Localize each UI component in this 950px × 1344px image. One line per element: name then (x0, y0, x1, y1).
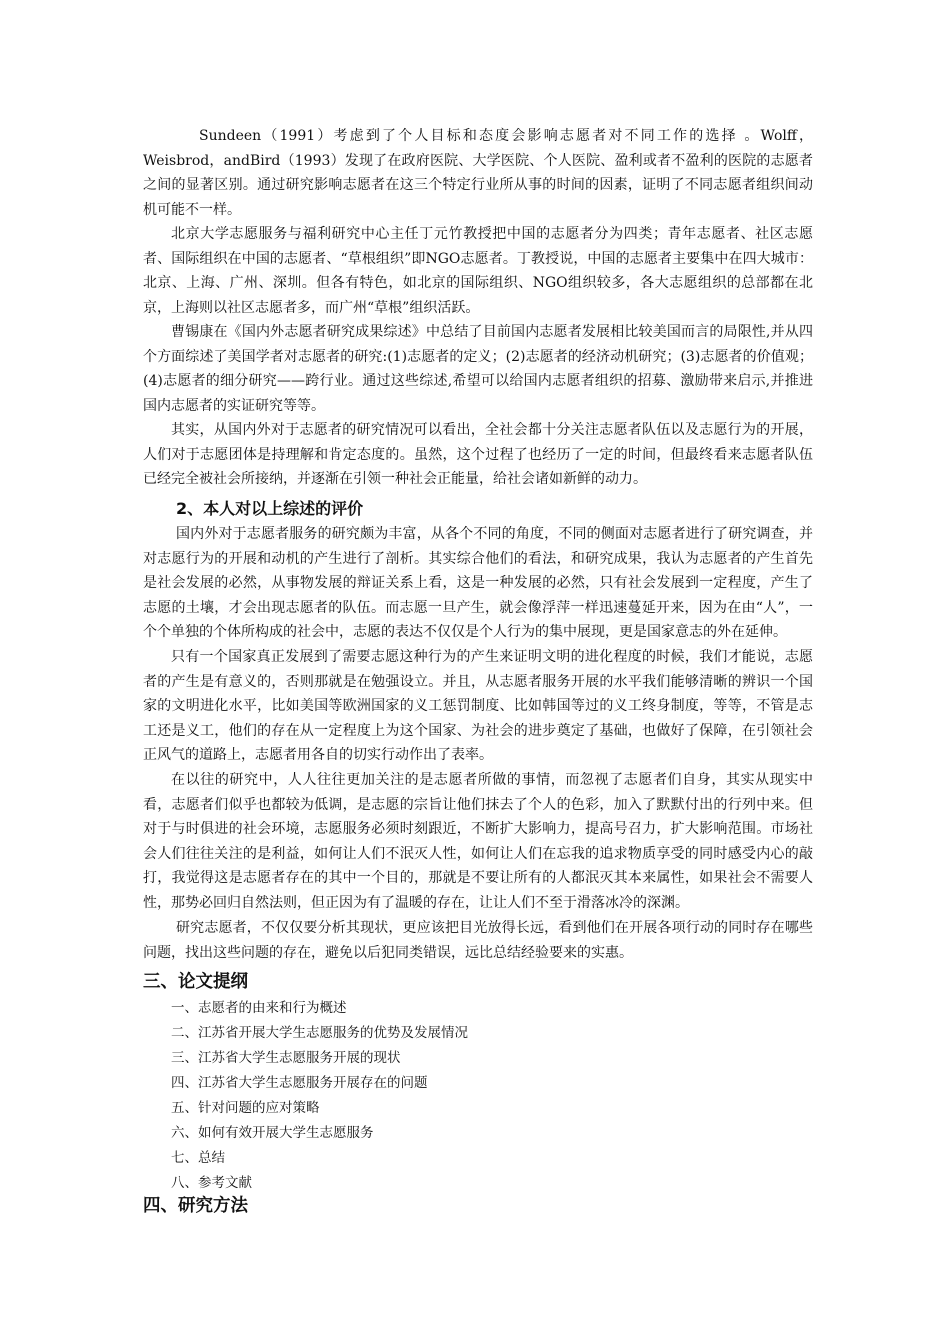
outline-item: 五、针对问题的应对策略 (171, 1100, 320, 1116)
outline-item: 八、参考文献 (171, 1175, 252, 1191)
outline-item: 六、如何有效开展大学生志愿服务 (171, 1125, 374, 1141)
section-heading-review: 2、本人对以上综述的评价 (176, 499, 364, 518)
outline-item: 七、总结 (171, 1150, 225, 1166)
paragraph-previous-research: 在以往的研究中，人人往往更加关注的是志愿者所做的事情，而忽视了志愿者们自身，其实从现实中看，志愿者们似乎也都较为低调，是志愿的宗旨让他们抹去了个人的色彩，加入了默默付出的行列中来。但对于与时俱进的社会环境，志愿服务必须时刻跟近，不断扩大影响力，提高号召力，扩大影响范围。市场社会人们往往关注的是利益，如何让人们不泯灭人性，如何让人们在忘我的追求物质享受的同时感受内心的敲打，我觉得这是志愿者存在的其中一个目的，那就是不要让所有的人都泯灭其本来属性，如果社会不需要人性，那势必回归自然法则，但正因为有了温暖的存在，让让人们不至于滑落冰冷的深渊。 (143, 772, 813, 911)
paragraph-summary: 其实，从国内外对于志愿者的研究情况可以看出，全社会都十分关注志愿者队伍以及志愿行为的开展，人们对于志愿团体是持理解和肯定态度的。虽然，这个过程了也经历了一定的时间，但最终看来志愿者队伍已经完全被社会所接纳，并逐渐在引领一种社会正能量，给社会诸如新鲜的动力。 (143, 422, 813, 487)
paragraph-national-development: 只有一个国家真正发展到了需要志愿这种行为的产生来证明文明的进化程度的时候，我们才能说，志愿者的产生是有意义的，否则那就是在勉强设立。并且，从志愿者服务开展的水平我们能够清晰的辨识一个国家的文明进化水平，比如美国等欧洲国家的义工惩罚制度、比如韩国等过的义工终身制度，等等，不管是志工还是义工，他们的存在从一定程度上为这个国家、为社会的进步奠定了基础，也做好了保障，在引领社会正风气的道路上，志愿者用各自的切实行动作出了表率。 (143, 649, 813, 763)
paragraph-cao-xikang: 曹锡康在《国内外志愿者研究成果综述》中总结了目前国内志愿者发展相比较美国而言的局限性,并从四个方面综述了美国学者对志愿者的研究:(1)志愿者的定义；(2)志愿者的经济动机研究；(3)志愿者的价值观；(4)志愿者的细分研究——跨行业。通过这些综述,希望可以给国内志愿者组织的招募、激励带来启示,并推进国内志愿者的实证研究等等。 (143, 324, 813, 414)
outline-item: 三、江苏省大学生志愿服务开展的现状 (171, 1050, 401, 1066)
outline-item: 四、江苏省大学生志愿服务开展存在的问题 (171, 1075, 428, 1091)
paragraph-research-volunteers: 研究志愿者，不仅仅要分析其现状，更应该把目光放得长远，看到他们在开展各项行动的同时存在哪些问题，找出这些问题的存在，避免以后犯同类错误，远比总结经验要来的实惠。 (143, 920, 813, 961)
outline-item: 二、江苏省开展大学生志愿服务的优势及发展情况 (171, 1025, 468, 1041)
section-heading-outline: 三、论文提纲 (143, 972, 248, 992)
outline-list (171, 996, 468, 1196)
paragraph-sundeen: Sundeen（1991）考虑到了个人目标和态度会影响志愿者对不同工作的选择 。Wolff，Weisbrod，andBird（1993）发现了在政府医院、大学医院、个人医院、盈利或者不盈利的医院的志愿者之间的显著区别。通过研究影响志愿者在这三个特定行业所从事的时间的因素，证明了不同志愿者组织间动机可能不一样。 (143, 128, 813, 218)
section-heading-methods: 四、研究方法 (143, 1196, 248, 1216)
outline-item: 一、志愿者的由来和行为概述 (171, 1000, 347, 1016)
paragraph-evaluation: 国内外对于志愿者服务的研究颇为丰富，从各个不同的角度，不同的侧面对志愿者进行了研究调查，并对志愿行为的开展和动机的产生进行了剖析。其实综合他们的看法，和研究成果，我认为志愿者的产生首先是社会发展的必然，从事物发展的辩证关系上看，这是一种发展的必然，只有社会发展到一定程度，产生了志愿的土壤，才会出现志愿者的队伍。而志愿一旦产生，就会像浮萍一样迅速蔓延开来，因为在由“人”，一个个单独的个体所构成的社会中，志愿的表达不仅仅是个人行为的集中展现，更是国家意志的外在延伸。 (143, 526, 813, 640)
paragraph-peking-university: 北京大学志愿服务与福利研究中心主任丁元竹教授把中国的志愿者分为四类；青年志愿者、社区志愿者、国际组织在中国的志愿者、“草根组织”即NGO志愿者。丁教授说，中国的志愿者主要集中在四大城市：北京、上海、广州、深圳。但各有特色，如北京的国际组织、NGO组织较多，各大志愿组织的总部都在北京，上海则以社区志愿者多，而广州“草根”组织活跃。 (143, 226, 813, 316)
